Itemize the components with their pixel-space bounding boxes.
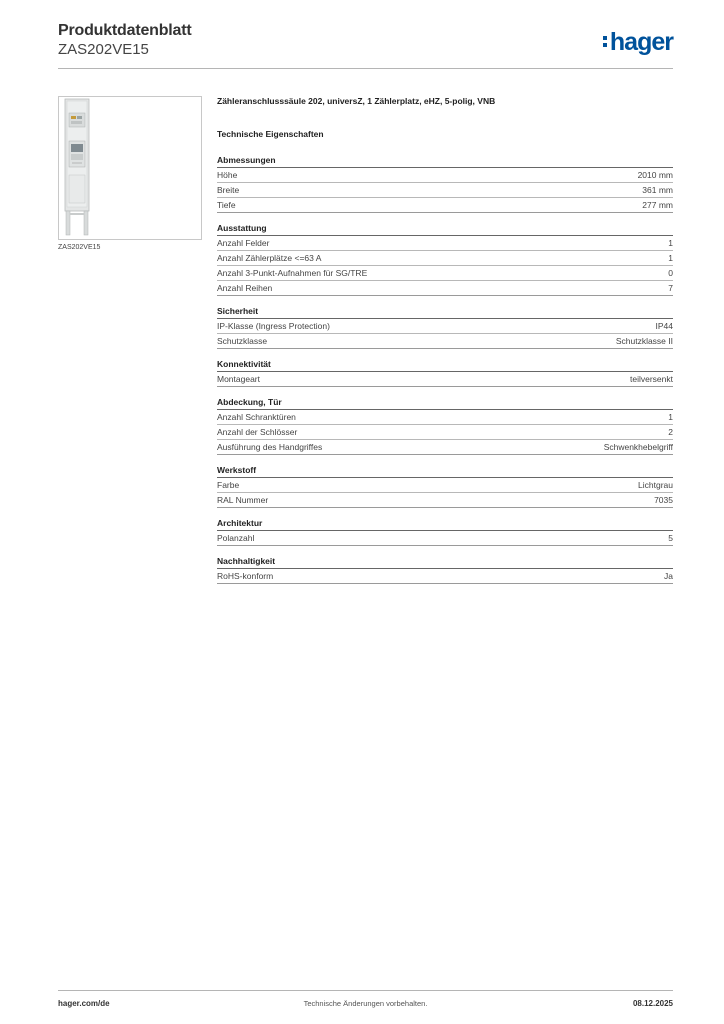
product-code: ZAS202VE15 <box>58 41 149 58</box>
spec-section <box>217 556 673 584</box>
product-description: Zähleranschlusssäule 202, universZ, 1 Zählerplatz, eHZ, 5-polig, VNB <box>217 96 496 106</box>
section-title: Nachhaltigkeit <box>217 556 673 569</box>
spec-label: Anzahl Felder <box>217 238 270 248</box>
section-title: Abdeckung, Tür <box>217 397 673 410</box>
section-title: Architektur <box>217 518 673 531</box>
spec-row <box>217 183 673 198</box>
spec-row <box>217 493 673 508</box>
logo-text: hager <box>609 28 673 56</box>
spec-row <box>217 251 673 266</box>
spec-value: 1 <box>668 412 673 422</box>
spec-section <box>217 223 673 296</box>
spec-row <box>217 236 673 251</box>
spec-value: 2 <box>668 427 673 437</box>
spec-value: 1 <box>668 238 673 248</box>
spec-section <box>217 518 673 546</box>
footer-disclaimer: Technische Änderungen vorbehalten. <box>303 999 428 1008</box>
spec-value: IP44 <box>655 321 673 331</box>
spec-value: 7 <box>668 283 673 293</box>
spec-label: Anzahl Schranktüren <box>217 412 296 422</box>
section-title: Ausstattung <box>217 223 673 236</box>
spec-section <box>217 155 673 213</box>
spec-label: Montageart <box>217 374 260 384</box>
spec-label: Höhe <box>217 170 238 180</box>
spec-row <box>217 334 673 349</box>
section-title: Sicherheit <box>217 306 673 319</box>
hager-logo <box>603 28 673 57</box>
section-title: Werkstoff <box>217 465 673 478</box>
spec-value: 277 mm <box>642 200 673 210</box>
spec-value: teilversenkt <box>630 374 673 384</box>
section-title: Abmessungen <box>217 155 673 168</box>
spec-label: RoHS-konform <box>217 571 274 581</box>
spec-value: Schwenkhebelgriff <box>603 442 673 452</box>
spec-value: 361 mm <box>642 185 673 195</box>
spec-row <box>217 425 673 440</box>
spec-label: Anzahl der Schlösser <box>217 427 298 437</box>
product-image <box>58 96 202 240</box>
spec-row <box>217 281 673 296</box>
spec-row <box>217 372 673 387</box>
spec-value: 0 <box>668 268 673 278</box>
spec-label: Breite <box>217 185 240 195</box>
spec-row <box>217 319 673 334</box>
technical-properties-heading: Technische Eigenschaften <box>217 129 324 139</box>
spec-row <box>217 266 673 281</box>
spec-content <box>217 96 673 594</box>
image-caption: ZAS202VE15 <box>58 244 101 251</box>
footer-date: 08.12.2025 <box>632 999 673 1008</box>
spec-label: Anzahl Zählerplätze <=63 A <box>217 253 322 263</box>
spec-label: Tiefe <box>217 200 236 210</box>
spec-label: RAL Nummer <box>217 495 269 505</box>
spec-row <box>217 410 673 425</box>
logo-dots-icon <box>603 36 608 50</box>
spec-value: Schutzklasse II <box>615 336 673 346</box>
product-column-icon <box>59 97 201 239</box>
spec-label: Ausführung des Handgriffes <box>217 442 323 452</box>
spec-section <box>217 306 673 349</box>
spec-row <box>217 531 673 546</box>
spec-label: IP-Klasse (Ingress Protection) <box>217 321 330 331</box>
spec-section <box>217 397 673 455</box>
spec-value: 2010 mm <box>637 170 673 180</box>
spec-label: Anzahl Reihen <box>217 283 273 293</box>
spec-row <box>217 168 673 183</box>
spec-section <box>217 359 673 387</box>
spec-section <box>217 465 673 508</box>
section-title: Konnektivität <box>217 359 673 372</box>
spec-value: 7035 <box>654 495 673 505</box>
page-header <box>58 20 673 69</box>
spec-row <box>217 569 673 584</box>
spec-sections <box>217 155 673 584</box>
document-title: Produktdatenblatt <box>58 22 192 39</box>
spec-value: 5 <box>668 533 673 543</box>
footer-website: hager.com/de <box>58 999 110 1008</box>
spec-value: Ja <box>664 571 673 581</box>
spec-label: Farbe <box>217 480 240 490</box>
spec-label: Schutzklasse <box>217 336 268 346</box>
spec-row <box>217 440 673 455</box>
spec-value: 1 <box>668 253 673 263</box>
spec-label: Polanzahl <box>217 533 255 543</box>
spec-row <box>217 478 673 493</box>
spec-value: Lichtgrau <box>638 480 673 490</box>
spec-row <box>217 198 673 213</box>
spec-label: Anzahl 3-Punkt-Aufnahmen für SG/TRE <box>217 268 368 278</box>
page-footer <box>58 990 673 1015</box>
